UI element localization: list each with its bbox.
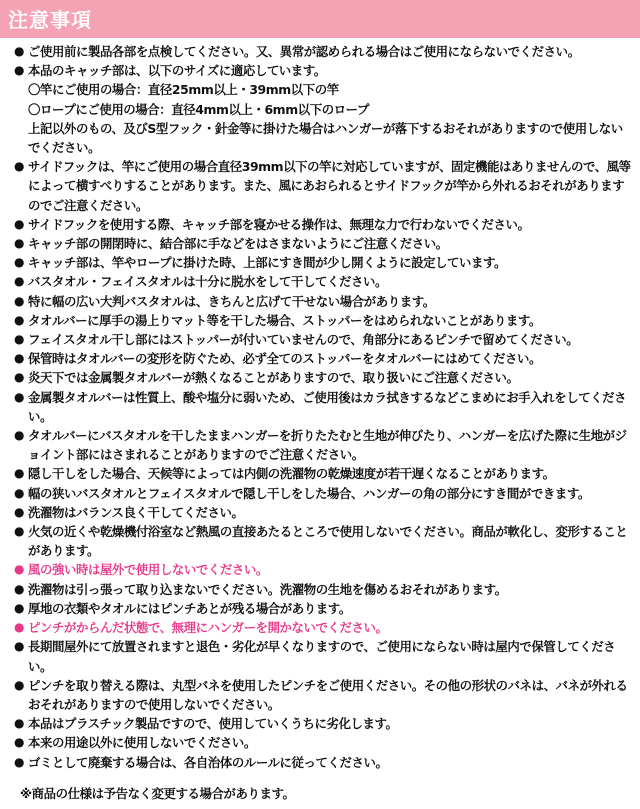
bullet-icon: ● — [14, 389, 25, 404]
caution-text: 長期間屋外にて放置されますと退色・劣化が早くなりますので、ご使用にならない時は屋内で保管してください。 — [28, 639, 616, 674]
bullet-icon: ● — [14, 216, 25, 231]
bullet-icon: ● — [14, 312, 25, 327]
caution-text: ゴミとして廃棄する場合は、各自治体のルールに従ってください。 — [28, 754, 388, 770]
caution-text-block — [28, 157, 634, 215]
caution-text-block — [28, 349, 634, 368]
caution-text-block — [28, 637, 634, 675]
section-header — [0, 0, 640, 38]
caution-text: 火気の近くや乾燥機付浴室など熱風の直接あたるところで使用しないでください。商品が軟化し、変形することがあります。 — [28, 524, 628, 559]
caution-text-block — [28, 753, 634, 772]
caution-text: フェイスタオル干し部にはストッパーが付いていませんので、角部分にあるピンチで留めてください。 — [28, 332, 579, 348]
caution-text: 金属製タオルバーは性質上、酸や塩分に弱いため、ご使用後はカラ拭きするなどこまめにお手入れをしてください。 — [28, 389, 627, 424]
caution-item — [14, 503, 634, 522]
caution-text-block — [28, 292, 634, 311]
caution-text-block — [28, 61, 634, 157]
caution-item — [14, 272, 634, 291]
caution-text: 風の強い時は屋外で使用しないでください。 — [28, 562, 268, 578]
bullet-icon: ● — [14, 332, 25, 347]
caution-item — [14, 215, 634, 234]
bullet-icon: ● — [14, 370, 25, 385]
caution-item — [14, 618, 634, 637]
caution-item — [14, 368, 634, 387]
caution-text-block — [28, 426, 634, 464]
caution-item — [14, 733, 634, 752]
caution-item — [14, 253, 634, 272]
caution-text: タオルバーに厚手の湯上りマット等を干した場合、ストッパーをはめられないことがあります。 — [28, 312, 541, 328]
caution-text-block — [28, 714, 634, 733]
section-title: 注意事項 — [8, 8, 92, 32]
caution-item — [14, 464, 634, 483]
bullet-icon: ● — [14, 63, 25, 78]
caution-item — [14, 484, 634, 503]
caution-subline: 上記以外のもの、及びS型フック・針金等に掛けた場合はハンガーが落下するおそれがありますので使用しないでください。 — [28, 120, 623, 156]
bullet-icon: ● — [14, 524, 25, 539]
caution-text: ご使用前に製品各部を点検してください。又、異常が認められる場合はご使用にならないでください。 — [28, 44, 580, 59]
caution-text-block — [28, 522, 634, 560]
caution-item — [14, 753, 634, 772]
bullet-icon: ● — [14, 485, 25, 500]
caution-item — [14, 234, 634, 253]
bullet-icon: ● — [14, 581, 25, 596]
caution-text-block — [28, 599, 634, 618]
caution-item — [14, 157, 634, 215]
spec-change-footnote: ※商品の仕様は予告なく変更する場合があります。 — [20, 785, 295, 801]
caution-text-block — [28, 733, 634, 752]
caution-text: サイドフックは、竿にご使用の場合直径39mm以下の竿に対応していますが、固定機能はありませんので、風等によって横すべりすることがあります。また、風にあおられるとサイドフックが竿から外れるおそれがありますのでご注意ください。 — [28, 159, 631, 213]
caution-text-block — [28, 464, 634, 483]
caution-text-block — [28, 330, 634, 349]
caution-item — [14, 292, 634, 311]
bullet-icon: ● — [14, 255, 25, 270]
bullet-icon: ● — [14, 716, 25, 731]
bullet-icon: ● — [14, 677, 25, 692]
caution-item — [14, 714, 634, 733]
bullet-icon: ● — [14, 274, 25, 289]
caution-text: 隠し干しをした場合、天候等によっては内側の洗濯物の乾燥速度が若干遅くなることがあります。 — [28, 466, 555, 482]
caution-text-block — [28, 234, 634, 253]
bullet-icon: ● — [14, 562, 25, 577]
caution-text: キャッチ部は、竿やロープに掛けた時、上部にすき間が少し開くように設定しています。 — [28, 255, 507, 271]
caution-text: 炎天下では金属製タオルバーが熱くなることがありますので、取り扱いにご注意ください。 — [28, 370, 519, 386]
caution-text-block — [28, 560, 634, 579]
caution-text: サイドフックを使用する際、キャッチ部を寝かせる操作は、無理な力で行わないでください。 — [28, 216, 530, 232]
caution-text-block — [28, 618, 634, 637]
caution-item — [14, 349, 634, 368]
caution-text-block — [28, 503, 634, 522]
caution-text: 保管時はタオルバーの変形を防ぐため、必ず全てのストッパーをタオルバーにはめてください。 — [28, 351, 541, 367]
caution-item — [14, 311, 634, 330]
bullet-icon: ● — [14, 159, 25, 174]
caution-text-block — [28, 272, 634, 291]
bullet-icon: ● — [14, 735, 25, 750]
caution-text-block — [28, 368, 634, 387]
caution-item — [14, 61, 634, 157]
bullet-icon: ● — [14, 44, 25, 58]
caution-text: バスタオル・フェイスタオルは十分に脱水をして干してください。 — [28, 274, 387, 290]
caution-text: 洗濯物はバランス良く干してください。 — [28, 504, 244, 520]
caution-text: 厚地の衣類やタオルにはピンチあとが残る場合があります。 — [28, 600, 351, 616]
caution-item — [14, 580, 634, 599]
caution-text: 特に幅の広い大判バスタオルは、きちんと広げて干せない場合があります。 — [28, 293, 435, 309]
bullet-icon: ● — [14, 754, 25, 769]
bullet-icon: ● — [14, 428, 25, 443]
caution-text: 本来の用途以外に使用しないでください。 — [28, 735, 256, 751]
caution-text-block — [28, 253, 634, 272]
bullet-icon: ● — [14, 620, 25, 635]
bullet-icon: ● — [14, 351, 25, 366]
caution-text: キャッチ部の開閉時に、結合部に手などをはさまないようにご注意ください。 — [28, 236, 448, 252]
caution-text: 本品のキャッチ部は、以下のサイズに適応しています。 — [28, 63, 326, 79]
caution-item — [14, 388, 634, 426]
caution-text-block — [28, 484, 634, 503]
caution-text-block — [28, 311, 634, 330]
caution-text-block — [28, 215, 634, 234]
caution-item — [14, 330, 634, 349]
caution-item — [14, 426, 634, 464]
caution-item — [14, 560, 634, 579]
caution-text-block — [28, 580, 634, 599]
bullet-icon: ● — [14, 293, 25, 308]
caution-text: ピンチがからんだ状態で、無理にハンガーを開かないでください。 — [28, 620, 388, 636]
caution-list — [0, 38, 640, 772]
caution-text: タオルバーにバスタオルを干したままハンガーを折りたたむと生地が伸びたり、ハンガーを広げた際に生地がジョイント部にはさまれることがありますのでご注意ください。 — [28, 428, 627, 463]
bullet-icon: ● — [14, 600, 25, 615]
caution-text-block — [28, 676, 634, 714]
bullet-icon: ● — [14, 466, 25, 481]
caution-text: 洗濯物は引っ張って取り込まないでください。洗濯物の生地を傷めるおそれがあります。 — [28, 581, 507, 597]
caution-subline: 〇竿にご使用の場合：直径25mm以上・39mm以下の竿 — [28, 82, 339, 98]
caution-item — [14, 599, 634, 618]
caution-text-block — [28, 42, 634, 61]
caution-text: 幅の狭いバスタオルとフェイスタオルで隠し干しをした場合、ハンガーの角の部分にすき間ができます。 — [28, 485, 590, 501]
caution-text-block — [28, 388, 634, 426]
caution-text: ピンチを取り替える際は、丸型バネを使用したピンチをご使用ください。その他の形状のバネは、バネが外れるおそれがありますので使用しないでください。 — [28, 677, 628, 712]
bullet-icon: ● — [14, 639, 25, 654]
caution-item — [14, 637, 634, 675]
bullet-icon: ● — [14, 504, 25, 519]
caution-item — [14, 42, 634, 61]
caution-subline: 〇ロープにご使用の場合：直径4mm以上・6mm以下のロープ — [28, 101, 370, 117]
caution-item — [14, 522, 634, 560]
caution-item — [14, 676, 634, 714]
caution-text: 本品はプラスチック製品ですので、使用していくうちに劣化します。 — [28, 716, 398, 732]
bullet-icon: ● — [14, 236, 25, 251]
